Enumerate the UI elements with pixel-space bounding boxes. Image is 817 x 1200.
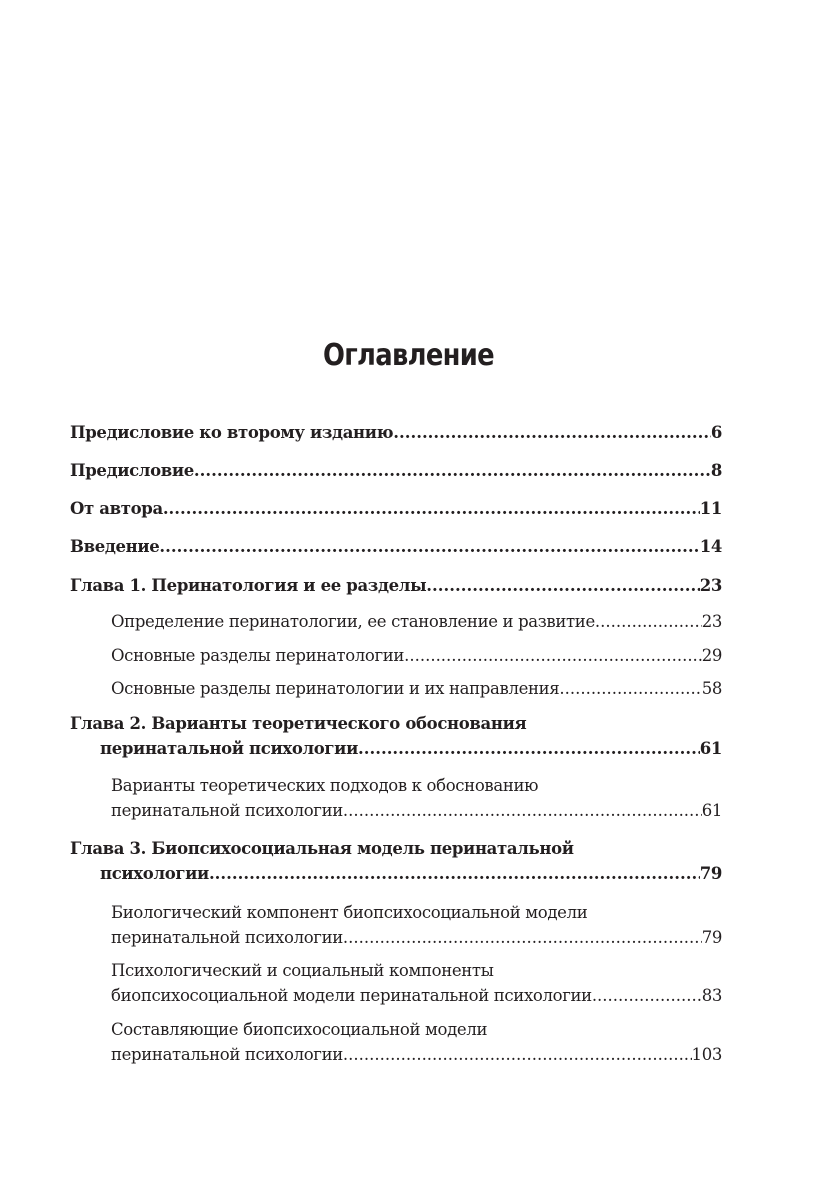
toc-page-number: 23 <box>701 612 722 631</box>
toc-entry-section-3-2[interactable] <box>70 958 722 1008</box>
toc-page-number: 79 <box>701 928 722 947</box>
dot-leader <box>595 609 702 634</box>
dot-leader <box>393 420 711 445</box>
toc-page-number: 14 <box>699 537 722 556</box>
toc-entry-title-line1: Составляющие биопсихосоциальной модели <box>111 1020 488 1039</box>
toc-entry-section-2-1[interactable] <box>70 773 722 823</box>
toc-entry-title: перинатальной психологии <box>111 801 343 820</box>
toc-entry-title-line1: Глава 3. Биопсихосоциальная модель перинатальной <box>70 839 574 858</box>
toc-page-number: 11 <box>699 499 722 518</box>
dot-leader <box>159 534 699 559</box>
toc-entry-title: Определение перинатологии, ее становление и развитие <box>111 612 595 631</box>
dot-leader <box>404 643 702 668</box>
toc-entry-preface-second-edition[interactable] <box>70 420 722 445</box>
toc-page-number: 8 <box>710 461 722 480</box>
toc-entry-title-line1: Варианты теоретических подходов к обоснованию <box>111 776 539 795</box>
toc-entry-chapter-1[interactable] <box>70 573 722 598</box>
toc-entry-title: психологии <box>100 864 209 883</box>
toc-entry-preface[interactable] <box>70 458 722 483</box>
toc-page-number: 103 <box>691 1045 722 1064</box>
toc-entry-title-line1: Глава 2. Варианты теоретического обоснования <box>70 714 527 733</box>
toc-entry-from-author[interactable] <box>70 496 722 521</box>
toc-entry-chapter-3[interactable] <box>70 836 722 886</box>
toc-entry-chapter-2[interactable] <box>70 711 722 761</box>
toc-entry-section-1-1[interactable] <box>70 609 722 634</box>
dot-leader <box>194 458 711 483</box>
dot-leader <box>559 676 701 701</box>
dot-leader <box>426 573 699 598</box>
toc-page-number: 29 <box>701 646 722 665</box>
toc-page-number: 61 <box>699 739 722 758</box>
toc-page-number: 58 <box>701 679 722 698</box>
dot-leader <box>343 925 702 950</box>
toc-entry-title: Глава 1. Перинатология и ее разделы <box>70 576 427 595</box>
toc-entry-title: перинатальной психологии <box>111 1045 343 1064</box>
toc-entry-section-1-2[interactable] <box>70 643 722 668</box>
toc-entry-title: Предисловие <box>70 461 194 480</box>
toc-entry-title: перинатальной психологии <box>111 928 343 947</box>
toc-entry-title-line1: Психологический и социальный компоненты <box>111 961 494 980</box>
toc-entry-title-line1: Биологический компонент биопсихосоциальной модели <box>111 903 588 922</box>
dot-leader <box>592 983 702 1008</box>
toc-page-number: 61 <box>701 801 722 820</box>
toc-entry-section-3-1[interactable] <box>70 900 722 950</box>
toc-entry-introduction[interactable] <box>70 534 722 559</box>
toc-entry-title: Предисловие ко второму изданию <box>70 423 394 442</box>
toc-entry-title: перинатальной психологии <box>100 739 358 758</box>
toc-entry-title: От автора <box>70 499 163 518</box>
toc-page-number: 23 <box>699 576 722 595</box>
dot-leader <box>343 1042 692 1067</box>
toc-entry-title: Основные разделы перинатологии и их направления <box>111 679 560 698</box>
toc-entry-section-3-3[interactable] <box>70 1017 722 1067</box>
toc-page-number: 83 <box>701 986 722 1005</box>
dot-leader <box>209 861 700 886</box>
toc-entry-title: Основные разделы перинатологии <box>111 646 405 665</box>
toc-entry-section-1-3[interactable] <box>70 676 722 701</box>
toc-page-number: 79 <box>699 864 722 883</box>
dot-leader <box>358 736 700 761</box>
toc-entry-title: биопсихосоциальной модели перинатальной психологии <box>111 986 592 1005</box>
dot-leader <box>343 798 702 823</box>
toc-page-number: 6 <box>710 423 722 442</box>
page-title: Оглавление <box>323 338 494 373</box>
dot-leader <box>163 496 700 521</box>
toc-entry-title: Введение <box>70 537 160 556</box>
